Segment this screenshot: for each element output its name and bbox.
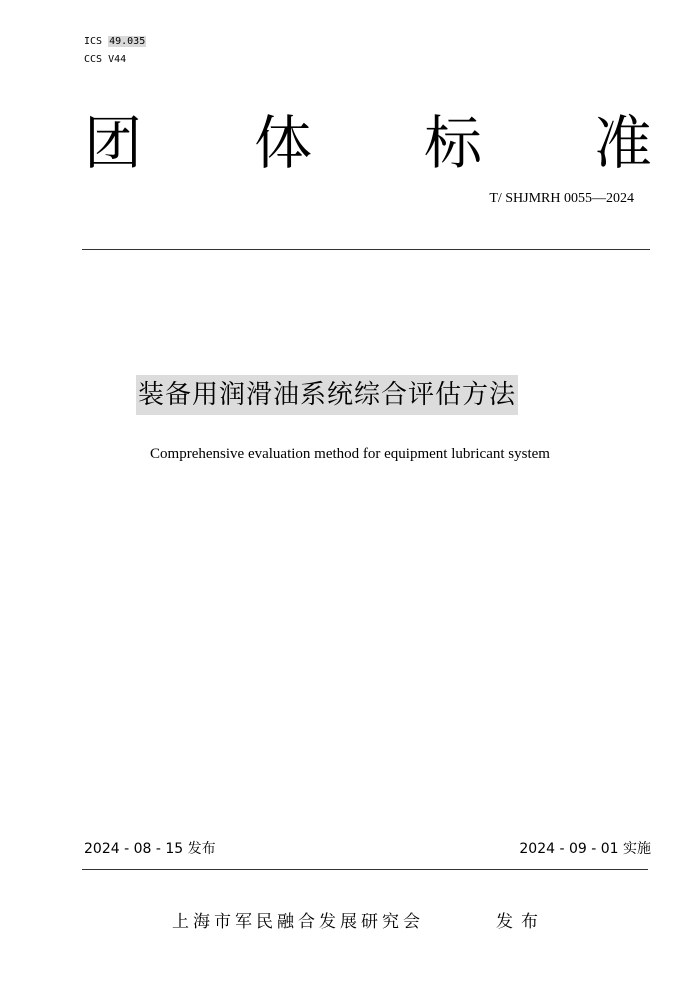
top-divider: [82, 249, 650, 250]
ics-label: ICS: [84, 36, 103, 47]
issue-date: 2024 - 08 - 15 发布: [84, 841, 216, 857]
standard-type-heading: [84, 108, 654, 178]
standard-type-char: 准: [594, 109, 653, 177]
standard-type-char: 体: [254, 109, 313, 177]
ccs-label: CCS: [84, 54, 103, 65]
publish-label: 发布: [496, 912, 546, 932]
document-title-en: Comprehensive evaluation method for equipment lubricant system: [150, 446, 550, 462]
standard-number: T/ SHJMRH 0055—2024: [489, 191, 634, 206]
ics-classification: [84, 35, 146, 49]
ccs-classification: [84, 53, 126, 67]
standard-type-char: 团: [84, 109, 143, 177]
document-title-cn: 装备用润滑油系统综合评估方法: [136, 375, 518, 415]
publisher-name: 上海市军民融合发展研究会: [172, 912, 424, 932]
ics-code: 49.035: [109, 36, 146, 47]
bottom-divider: [82, 869, 648, 870]
standard-type-char: 标: [424, 109, 483, 177]
ccs-code: V44: [108, 54, 127, 65]
implementation-date: 2024 - 09 - 01 实施: [519, 841, 651, 857]
